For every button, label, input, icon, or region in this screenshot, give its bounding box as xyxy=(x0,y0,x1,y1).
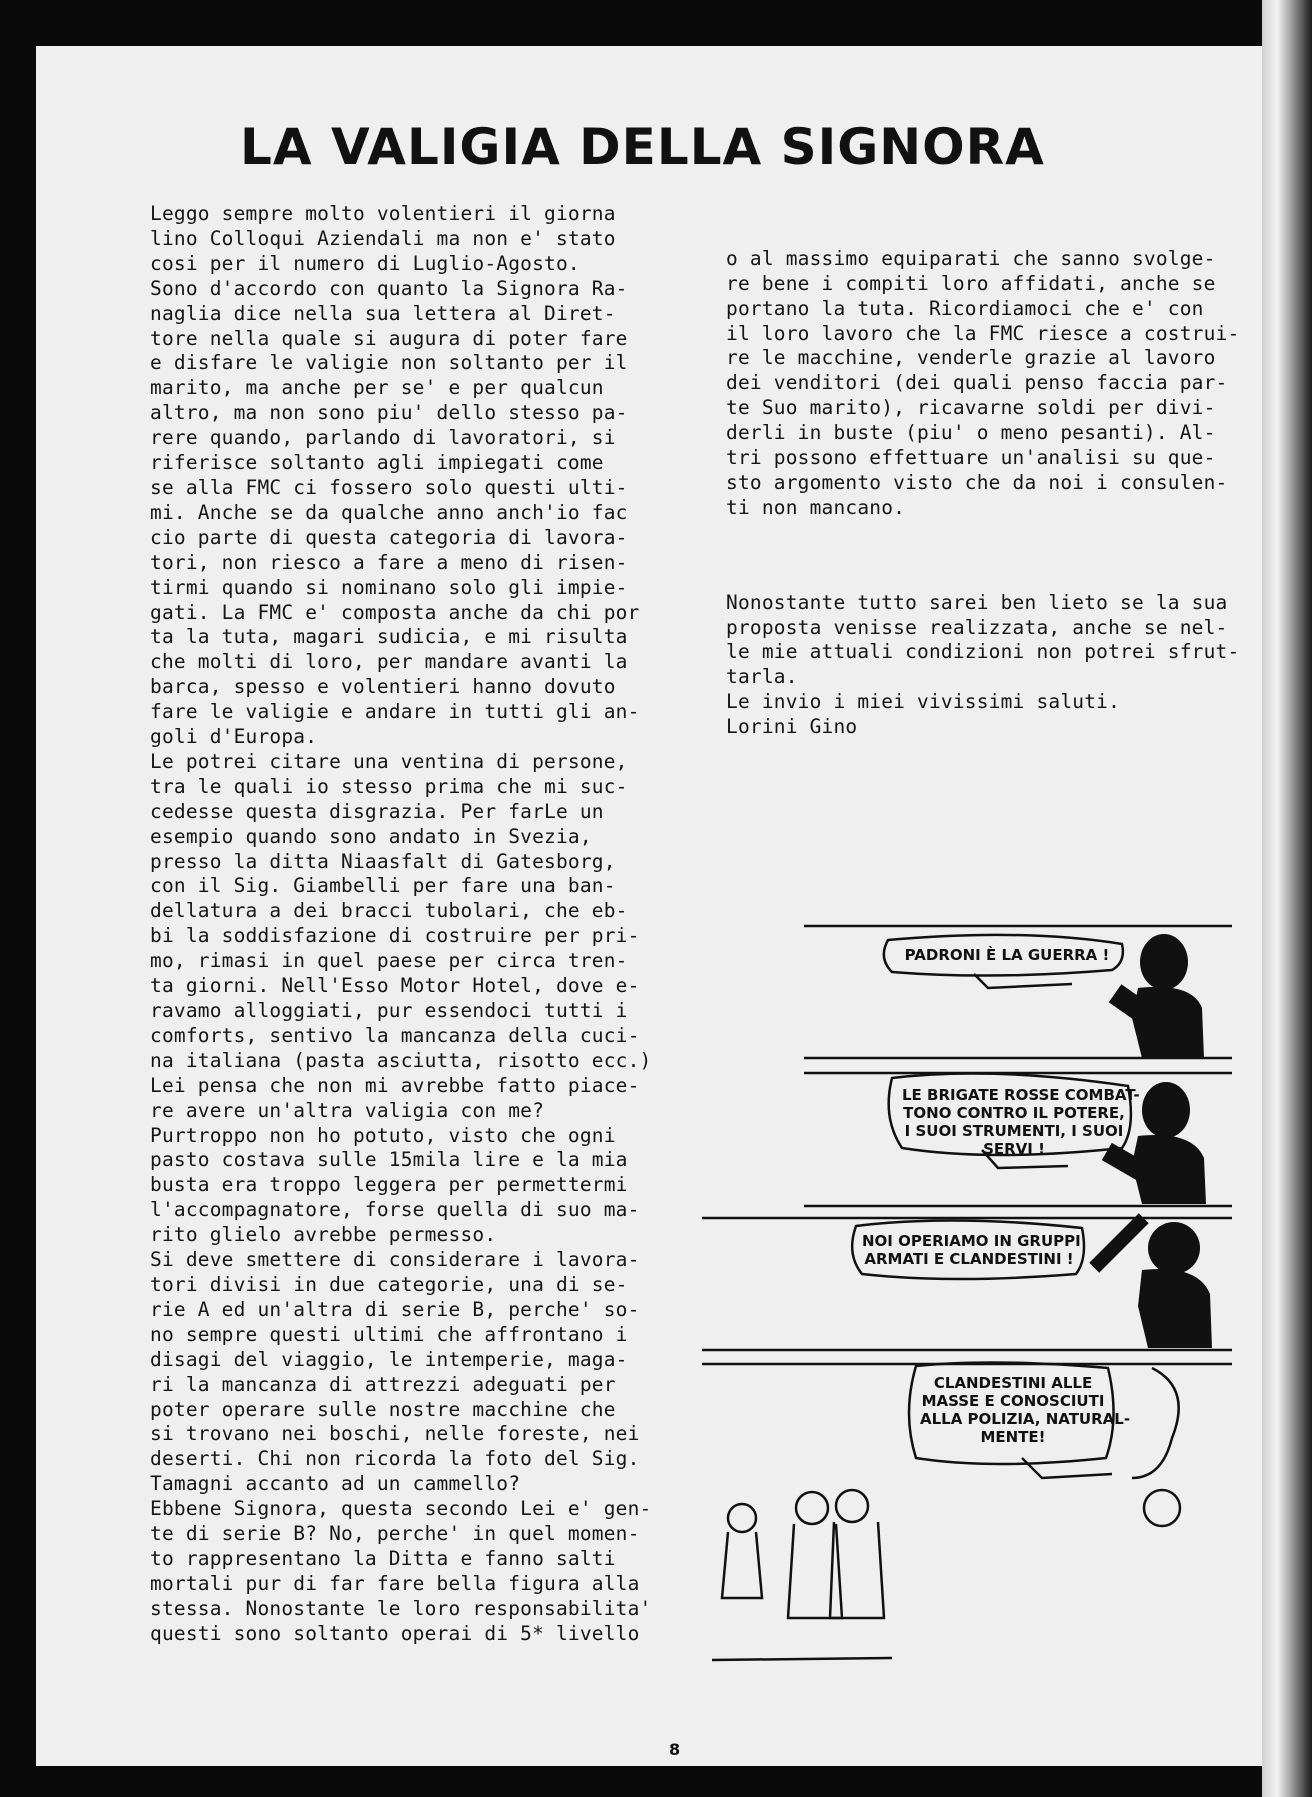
speech-bubble-2: LE BRIGATE ROSSE COMBAT- TONO CONTRO IL POTERE, I SUOI STRUMENTI, I SUOI SERVI ! xyxy=(902,1086,1140,1158)
article-title: LA VALIGIA DELLA SIGNORA xyxy=(240,118,1045,176)
comic-strip xyxy=(692,918,1244,1778)
page-edge xyxy=(1262,0,1312,1797)
page-number: 8 xyxy=(669,1740,681,1759)
comic-illustration xyxy=(692,918,1244,1778)
article-left-column: Leggo sempre molto volentieri il giorna lino Colloqui Aziendali ma non e' stato cosi per il numero di Luglio-Agosto. Sono d'accordo con quanto la Signora Ra- naglia dice nella sua lettera al Diret- tore nella quale si augura di poter fare e disfare le valigie non soltanto per il marito, ma anche per se' e per qualcun altro, ma non sono piu' dello stesso pa- rere quando, parlando di lavoratori, si riferisce soltanto agli impiegati come se alla FMC ci fossero solo questi ulti- mi. Anche se da qualche anno anch'io fac cio parte di questa categoria di lavora- tori, non riesco a fare a meno di risen- tirmi quando si nominano solo gli impie- gati. La FMC e' composta anche da chi por ta la tuta, magari sudicia, e mi risulta che molti di loro, per mandare avanti la barca, spesso e volentieri hanno dovuto fare le valigie e andare in tutti gli an- goli d'Europa. Le potrei citare una ventina di persone, tra le quali io stesso prima che mi suc- cedesse questa disgrazia. Per farLe un esempio quando sono andato in Svezia, presso la ditta Niaasfalt di Gatesborg, con il Sig. Giambelli per fare una ban- dellatura a dei bracci tubolari, che eb- bi la soddisfazione di costruire per pri- mo, rimasi in quel paese per circa tren- ta giorni. Nell'Esso Motor Hotel, dove e- ravamo alloggiati, pur essendoci tutti i comforts, sentivo la mancanza della cuci- na italiana (pasta asciutta, risotto ecc.) Lei pensa che non mi avrebbe fatto piace- re avere un'altra valigia con me? Purtroppo non ho potuto, visto che ogni pasto costava sulle 15mila lire e la mia busta era troppo leggera per permettermi l'accompagnatore, forse quella di suo ma- rito glielo avrebbe permesso. Si deve smettere di considerare i lavora- tori divisi in due categorie, una di se- rie A ed un'altra di serie B, perche' so- no sempre questi ultimi che affrontano i disagi del viaggio, le intemperie, maga- ri la mancanza di attrezzi adeguati per poter operare sulle nostre macchine che si trovano nei boschi, nelle foreste, nei deserti. Chi non ricorda la foto del Sig. Tamagni accanto ad un cammello? Ebbene Signora, questa secondo Lei e' gen- te di serie B? No, perche' in quel momen- to rappresentano la Ditta e fanno salti mortali pur di far fare bella figura alla stessa. Nonostante le loro responsabilita' questi sono soltanto operai di 5* livello xyxy=(150,202,652,1645)
speech-bubble-3: NOI OPERIAMO IN GRUPPI ARMATI E CLANDESTINI ! xyxy=(862,1232,1081,1268)
article-right-column xyxy=(726,197,1239,765)
speech-bubble-4: CLANDESTINI ALLE MASSE E CONOSCIUTI ALLA POLIZIA, NATURAL- MENTE! xyxy=(920,1374,1131,1446)
right-column-paragraph-2: Nonostante tutto sarei ben lieto se la sua proposta venisse realizzata, anche se nel- le mie attuali condizioni non potrei sfrut- tarla. Le invio i miei vivissimi saluti. Lorini Gino xyxy=(726,590,1240,739)
speech-bubble-1: PADRONI È LA GUERRA ! xyxy=(904,946,1110,964)
right-column-paragraph-1: o al massimo equiparati che sanno svolge- re bene i compiti loro affidati, anche se portano la tuta. Ricordiamoci che e' con il loro lavoro che la FMC riesce a costrui- re le macchine, venderle grazie al lavoro dei venditori (dei quali penso faccia par- te Suo marito), ricavarne soldi per divi- derli in buste (piu' o meno pesanti). Al- tri possono effettuare un'analisi su que- sto argomento visto che da noi i consulen- ti non mancano. xyxy=(726,246,1240,519)
